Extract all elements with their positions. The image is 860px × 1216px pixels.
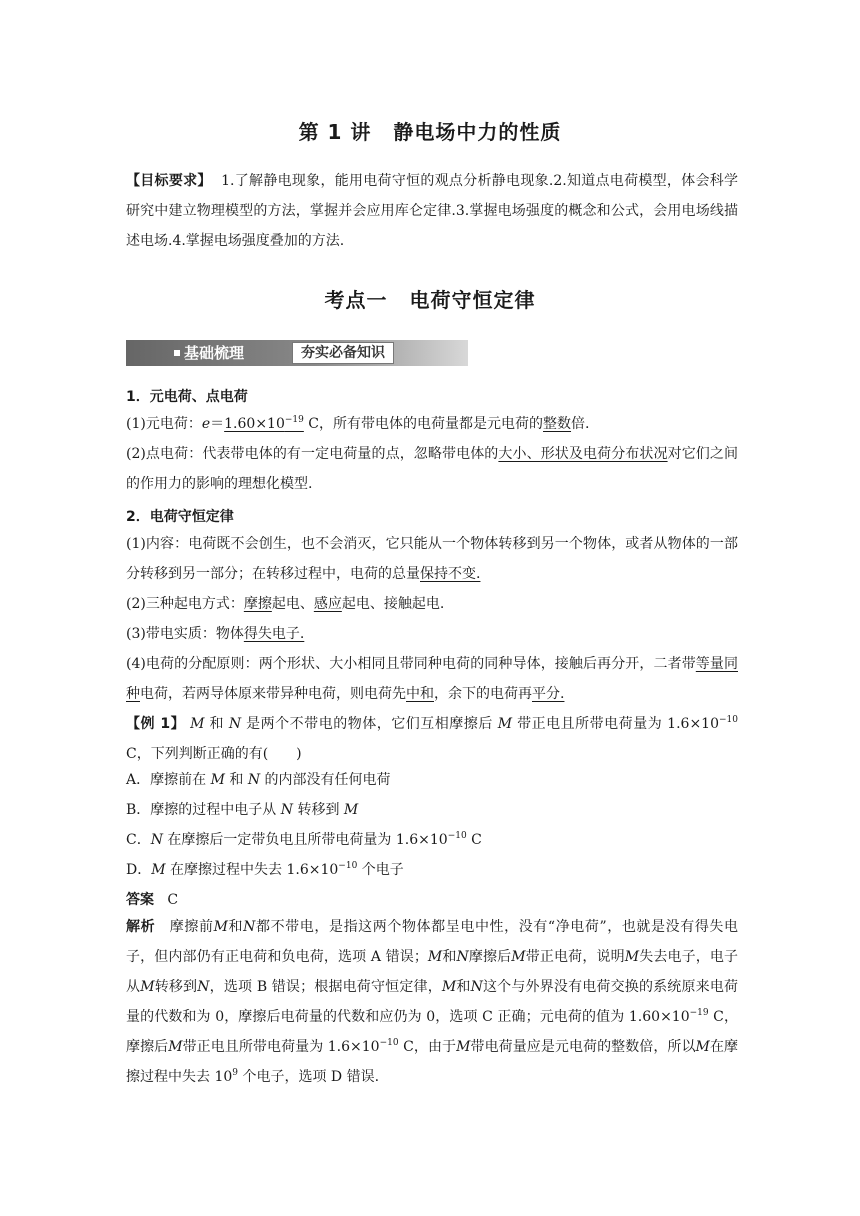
section-title xyxy=(0,284,860,313)
underlined-text: 整数 xyxy=(543,416,572,432)
text: 和 xyxy=(204,716,229,732)
text: 倍. xyxy=(571,416,590,432)
objectives-text: 1.了解静电现象，能用电荷守恒的观点分析静电现象.2.知道点电荷模型，体会科学研究中建立物理模型的方法，掌握并会应用库仑定律.3.掌握电场强度的概念和公式，会用电场线描述电场.4.掌握电场强度叠加的方法. xyxy=(126,173,739,249)
exponent: 9 xyxy=(232,1068,238,1078)
text: 转移到 xyxy=(154,979,198,995)
symbol-e: e xyxy=(201,416,211,432)
paragraph-distribution xyxy=(126,649,738,709)
text: 对它们之间的作用力的影响的理想化模型. xyxy=(126,446,738,492)
text: (4)电荷的分配原则：两个形状、大小相同且带同种电荷的同种导体，接触后再分开，二者带 xyxy=(126,656,696,672)
text: 个电子 xyxy=(357,862,404,878)
text: (1)元电荷： xyxy=(126,416,202,432)
section-topic: 电荷守恒定律 xyxy=(409,288,536,312)
text: 摩擦前 xyxy=(155,919,214,935)
text: 这个与外界没有电荷交换的系统原来电荷量的代数和为 0，摩擦后电荷量的代数和应仍为 0，选项 C 正确；元电荷的值为 1.60×10 xyxy=(126,979,739,1025)
text: 在摩擦过程中失去 1.6×10 xyxy=(165,862,339,878)
basics-banner xyxy=(126,340,468,366)
symbol-N: N xyxy=(228,716,242,732)
symbol-M: M xyxy=(343,802,359,818)
text: C，摩擦后 xyxy=(126,1009,738,1055)
text: (2)三种起电方式： xyxy=(126,596,244,612)
underlined-text: 保持不变. xyxy=(420,566,481,582)
analysis-label: 解析 xyxy=(126,919,156,935)
paragraph-content xyxy=(126,529,738,589)
banner-left-label: 基础梳理 xyxy=(184,344,245,362)
text: 起电、 xyxy=(271,596,314,612)
option-b xyxy=(126,799,358,819)
paragraph-methods xyxy=(126,589,738,619)
symbol-M: M xyxy=(213,919,228,935)
symbol-N: N xyxy=(280,802,293,818)
text: 在摩擦过程中失去 10 xyxy=(126,1039,739,1085)
text: 和 xyxy=(442,949,457,965)
option-d xyxy=(126,859,404,879)
lecture-title xyxy=(0,116,860,145)
underlined-text: 得失电子. xyxy=(243,626,305,642)
text: 的内部没有任何电荷 xyxy=(260,772,391,788)
answer-value: C xyxy=(167,892,179,908)
text: A．摩擦前在 xyxy=(126,772,211,788)
text: 失去电子，电子从 xyxy=(126,949,739,995)
underlined-text: 感应 xyxy=(313,596,342,612)
exponent: −10 xyxy=(447,831,467,841)
text: 转移到 xyxy=(293,802,344,818)
symbol-N: N xyxy=(456,949,469,965)
symbol-N: N xyxy=(197,979,210,995)
underlined-text: 平分. xyxy=(532,686,565,702)
symbol-M: M xyxy=(151,862,166,878)
symbol-N: N xyxy=(150,832,163,848)
text: 在摩擦后一定带负电且所带电荷量为 1.6×10 xyxy=(162,832,448,848)
text: 带正电荷，说明 xyxy=(525,949,625,965)
underlined-text: 等量同种 xyxy=(126,656,738,702)
text: (2)点电荷：代表带电体的有一定电荷量的点，忽略带电体的 xyxy=(126,446,499,462)
exponent: −19 xyxy=(284,415,304,425)
heading-2: 2．电荷守恒定律 xyxy=(126,509,234,525)
text: 个电子，选项 D 错误. xyxy=(238,1069,380,1085)
section-number: 考点一 xyxy=(324,288,388,312)
text: 都不带电，是指这两个物体都呈电中性，没有“净电荷”，也就是没有得失电子，但内部仍有正电荷和负电荷，选项 A 错误； xyxy=(126,919,739,965)
text: 和 xyxy=(456,979,471,995)
option-c xyxy=(126,829,482,849)
exponent: −10 xyxy=(338,861,358,871)
objectives-paragraph xyxy=(126,166,738,256)
lecture-number: 第 1 讲 xyxy=(298,120,372,144)
heading-1: 1．元电荷、点电荷 xyxy=(126,389,248,405)
text: C，下列判断正确的有( ) xyxy=(126,746,302,762)
text: B．摩擦的过程中电子从 xyxy=(126,802,281,818)
text: 带电荷量应是元电荷的整数倍，所以 xyxy=(470,1039,696,1055)
square-bullet-icon xyxy=(174,350,180,356)
text: 和 xyxy=(227,919,244,935)
text: 和 xyxy=(224,772,248,788)
exponent: −10 xyxy=(719,715,738,725)
text: 带正电且所带电荷量为 1.6×10 xyxy=(512,716,719,732)
symbol-M: M xyxy=(427,949,443,965)
paragraph-elementary-charge xyxy=(126,409,738,439)
text: (3)带电实质：物体 xyxy=(126,626,244,642)
text: 电荷，若两导体原来带异种电荷，则电荷先 xyxy=(140,686,406,702)
text: 1.60×10 xyxy=(224,416,285,432)
symbol-M: M xyxy=(190,716,205,732)
symbol-M: M xyxy=(497,716,513,732)
symbol-N: N xyxy=(470,979,483,995)
exponent: −19 xyxy=(689,1008,709,1018)
text: C xyxy=(303,416,320,432)
text: ＝ xyxy=(210,416,225,432)
symbol-M: M xyxy=(210,772,225,788)
symbol-M: M xyxy=(168,1039,183,1055)
text: (1)内容：电荷既不会创生，也不会消灭，它只能从一个物体转移到另一个物体，或者从物体的一部分转移到另一部分；在转移过程中，电荷的总量 xyxy=(126,536,738,582)
answer-label: 答案 xyxy=(126,892,154,908)
example-question xyxy=(126,709,738,769)
lecture-topic: 静电场中力的性质 xyxy=(393,120,562,144)
exponent: −10 xyxy=(379,1038,399,1048)
text: C xyxy=(466,832,482,848)
symbol-M: M xyxy=(456,1039,471,1055)
option-a xyxy=(126,769,391,789)
text: 摩擦后 xyxy=(468,949,512,965)
answer-line xyxy=(126,889,178,909)
text: C． xyxy=(126,832,151,848)
paragraph-point-charge xyxy=(126,439,738,499)
text: ，余下的电荷再 xyxy=(434,686,532,702)
underlined-value xyxy=(224,416,304,432)
underlined-text: 中和 xyxy=(406,686,434,702)
paragraph-essence xyxy=(126,619,738,649)
text: ，选项 B 错误；根据电荷守恒定律， xyxy=(209,979,442,995)
symbol-M: M xyxy=(441,979,457,995)
symbol-M: M xyxy=(511,949,526,965)
underlined-text: 大小、形状及电荷分布状况 xyxy=(498,446,668,462)
symbol-N: N xyxy=(243,919,256,935)
objectives-label: 【目标要求】 xyxy=(126,173,212,189)
text: C，由于 xyxy=(398,1039,457,1055)
symbol-M: M xyxy=(624,949,640,965)
text: 带正电且所带电荷量为 1.6×10 xyxy=(182,1039,380,1055)
symbol-N: N xyxy=(247,772,261,788)
symbol-M: M xyxy=(140,979,155,995)
text: 是两个不带电的物体，它们互相摩擦后 xyxy=(241,716,498,732)
text: D． xyxy=(126,862,152,878)
analysis-paragraph xyxy=(126,912,738,1092)
example-label: 【例 1】 xyxy=(126,716,186,732)
text: ，所有带电体的电荷量都是元电荷的 xyxy=(319,416,544,432)
symbol-M: M xyxy=(695,1039,710,1055)
underlined-text: 摩擦 xyxy=(243,596,272,612)
text: 起电、接触起电. xyxy=(341,596,445,612)
banner-right-label: 夯实必备知识 xyxy=(292,342,394,364)
